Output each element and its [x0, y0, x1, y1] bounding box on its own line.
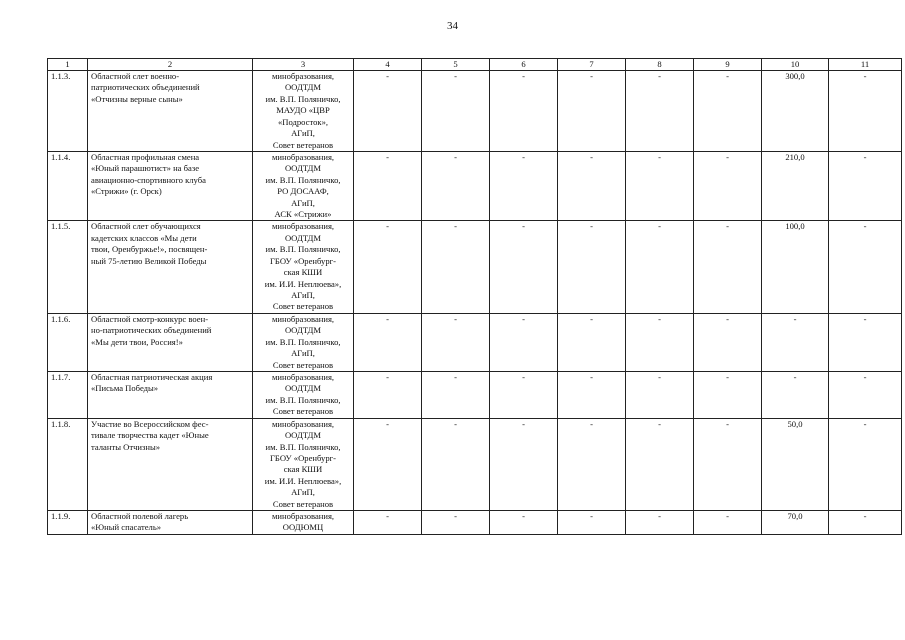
value-cell: -	[829, 371, 902, 418]
value-cell: -	[490, 418, 558, 510]
executor-line: минобразования,	[271, 371, 335, 382]
executor-line: ООДТДМ	[284, 383, 322, 394]
value-cell: -	[626, 511, 694, 535]
event-name-line: «Письма Победы»	[91, 383, 159, 394]
column-header: 6	[490, 59, 558, 71]
event-name-line: Областной слет обучающихся	[91, 221, 201, 232]
executor-line: минобразования,	[271, 221, 335, 232]
column-header: 10	[762, 59, 829, 71]
event-name-line: авиационно-спортивного клуба	[91, 174, 206, 185]
event-name-cell	[88, 371, 253, 418]
value-cell: 100,0	[762, 221, 829, 313]
event-name-line: Участие во Всероссийском фес-	[91, 418, 209, 429]
executor-line: РО ДОСААФ,	[277, 186, 329, 197]
value-cell: -	[558, 71, 626, 152]
table-row	[48, 221, 902, 313]
value-cell: -	[694, 313, 762, 371]
executor-line: им. И.И. Неплюева»,	[264, 475, 342, 486]
event-name-line: «Юный спасатель»	[91, 522, 162, 533]
executor-line: ООДТДМ	[284, 163, 322, 174]
column-header: 5	[422, 59, 490, 71]
value-cell: -	[490, 71, 558, 152]
event-name-line: «Мы дети твои, Россия!»	[91, 336, 183, 347]
value-cell: -	[354, 151, 422, 221]
column-header: 2	[88, 59, 253, 71]
event-name-line: Областная патриотическая акция	[91, 371, 213, 382]
event-name-line: Областной полевой лагерь	[91, 511, 189, 522]
executor-line: Совет ветеранов	[272, 498, 334, 509]
executors-cell	[253, 313, 354, 371]
event-name-line: патриотических объединений	[91, 82, 200, 93]
executor-line: АГиП,	[291, 128, 315, 139]
event-name-line: таланты Отчизны»	[91, 441, 161, 452]
value-cell: -	[422, 151, 490, 221]
value-cell: -	[762, 313, 829, 371]
event-name-line: Областной смотр-конкурс воен-	[91, 313, 209, 324]
table-row	[48, 511, 902, 535]
executor-line: ГБОУ «Оренбург-	[269, 255, 337, 266]
executor-line: им. В.П. Поляничко,	[265, 441, 341, 452]
executor-line: ООДЮМЦ	[282, 522, 324, 533]
executor-line: Совет ветеранов	[272, 139, 334, 150]
value-cell: -	[354, 221, 422, 313]
event-name-cell	[88, 418, 253, 510]
executor-line: минобразования,	[271, 418, 335, 429]
value-cell: -	[354, 371, 422, 418]
event-name-cell	[88, 151, 253, 221]
column-header: 7	[558, 59, 626, 71]
column-header: 4	[354, 59, 422, 71]
column-header: 1	[48, 59, 88, 71]
executor-line: минобразования,	[271, 151, 335, 162]
row-number: 1.1.7.	[48, 371, 88, 418]
executor-line: АГиП,	[291, 290, 315, 301]
value-cell: -	[558, 511, 626, 535]
executor-line: ООДТДМ	[284, 325, 322, 336]
event-name-cell	[88, 313, 253, 371]
value-cell: -	[694, 511, 762, 535]
value-cell: -	[558, 221, 626, 313]
event-name-cell	[88, 71, 253, 152]
executor-line: ООДТДМ	[284, 232, 322, 243]
row-number: 1.1.9.	[48, 511, 88, 535]
value-cell: -	[626, 151, 694, 221]
value-cell: -	[490, 511, 558, 535]
value-cell: -	[829, 313, 902, 371]
executor-line: Совет ветеранов	[272, 301, 334, 312]
value-cell: -	[422, 511, 490, 535]
executor-line: им. И.И. Неплюева»,	[264, 278, 342, 289]
value-cell: -	[829, 511, 902, 535]
row-number: 1.1.4.	[48, 151, 88, 221]
value-cell: -	[354, 418, 422, 510]
event-name-line: твои, Оренбуржье!», посвящен-	[91, 244, 208, 255]
value-cell: -	[694, 418, 762, 510]
column-header: 9	[694, 59, 762, 71]
value-cell: -	[490, 371, 558, 418]
executor-line: ООДТДМ	[284, 82, 322, 93]
event-name-line: «Юный парашютист» на базе	[91, 163, 200, 174]
value-cell: -	[626, 313, 694, 371]
event-name-line: ный 75-летию Великой Победы	[91, 255, 207, 266]
table-row	[48, 313, 902, 371]
event-name-cell	[88, 221, 253, 313]
executors-cell	[253, 418, 354, 510]
executor-line: им. В.П. Поляничко,	[265, 394, 341, 405]
event-name-cell	[88, 511, 253, 535]
value-cell: -	[490, 221, 558, 313]
executor-line: АГиП,	[291, 348, 315, 359]
executor-line: ООДТДМ	[284, 430, 322, 441]
value-cell: -	[626, 371, 694, 418]
executor-line: АСК «Стрижи»	[274, 209, 332, 220]
executors-cell	[253, 151, 354, 221]
value-cell: -	[558, 418, 626, 510]
executor-line: им. В.П. Поляничко,	[265, 93, 341, 104]
event-name-line: но-патриотических объединений	[91, 325, 212, 336]
value-cell: -	[694, 221, 762, 313]
value-cell: -	[694, 371, 762, 418]
table-row	[48, 151, 902, 221]
value-cell: -	[762, 371, 829, 418]
value-cell: 300,0	[762, 71, 829, 152]
executor-line: АГиП,	[291, 487, 315, 498]
table-row	[48, 418, 902, 510]
value-cell: -	[422, 71, 490, 152]
executor-line: им. В.П. Поляничко,	[265, 244, 341, 255]
event-name-line: кадетских классов «Мы дети	[91, 232, 197, 243]
value-cell: -	[354, 511, 422, 535]
value-cell: -	[422, 418, 490, 510]
value-cell: -	[829, 418, 902, 510]
executor-line: минобразования,	[271, 71, 335, 81]
executor-line: ская КШИ	[283, 267, 323, 278]
executor-line: минобразования,	[271, 511, 335, 522]
value-cell: -	[626, 71, 694, 152]
event-name-line: «Стрижи» (г. Орск)	[91, 186, 162, 197]
value-cell: -	[422, 371, 490, 418]
executor-line: ГБОУ «Оренбург-	[269, 452, 337, 463]
value-cell: -	[354, 313, 422, 371]
value-cell: -	[829, 221, 902, 313]
table-row	[48, 371, 902, 418]
value-cell: -	[490, 313, 558, 371]
page-number: 34	[447, 20, 458, 32]
executors-cell	[253, 511, 354, 535]
column-header: 11	[829, 59, 902, 71]
event-name-line: тивале творчества кадет «Юные	[91, 430, 209, 441]
value-cell: -	[558, 151, 626, 221]
executor-line: им. В.П. Поляничко,	[265, 174, 341, 185]
value-cell: 210,0	[762, 151, 829, 221]
value-cell: -	[626, 418, 694, 510]
executor-line: «Подросток»,	[277, 116, 329, 127]
value-cell: -	[558, 313, 626, 371]
executor-line: ская КШИ	[283, 464, 323, 475]
event-name-line: Областная профильная смена	[91, 151, 200, 162]
event-name-line: Областной слет военно-	[91, 71, 180, 81]
table-header-row	[48, 59, 902, 71]
value-cell: -	[490, 151, 558, 221]
budget-table	[47, 58, 902, 535]
executor-line: Совет ветеранов	[272, 406, 334, 417]
value-cell: -	[829, 151, 902, 221]
row-number: 1.1.5.	[48, 221, 88, 313]
value-cell: 70,0	[762, 511, 829, 535]
executor-line: им. В.П. Поляничко,	[265, 336, 341, 347]
column-header: 3	[253, 59, 354, 71]
event-name-line: «Отчизны верные сыны»	[91, 93, 183, 104]
row-number: 1.1.3.	[48, 71, 88, 152]
row-number: 1.1.8.	[48, 418, 88, 510]
value-cell: 50,0	[762, 418, 829, 510]
column-header: 8	[626, 59, 694, 71]
executor-line: АГиП,	[291, 197, 315, 208]
value-cell: -	[829, 71, 902, 152]
value-cell: -	[626, 221, 694, 313]
executor-line: МАУДО «ЦВР	[276, 105, 330, 116]
executor-line: Совет ветеранов	[272, 359, 334, 370]
row-number: 1.1.6.	[48, 313, 88, 371]
value-cell: -	[558, 371, 626, 418]
value-cell: -	[694, 151, 762, 221]
executors-cell	[253, 371, 354, 418]
table-row	[48, 71, 902, 152]
value-cell: -	[422, 221, 490, 313]
value-cell: -	[694, 71, 762, 152]
value-cell: -	[354, 71, 422, 152]
executor-line: минобразования,	[271, 313, 335, 324]
executors-cell	[253, 221, 354, 313]
value-cell: -	[422, 313, 490, 371]
executors-cell	[253, 71, 354, 152]
